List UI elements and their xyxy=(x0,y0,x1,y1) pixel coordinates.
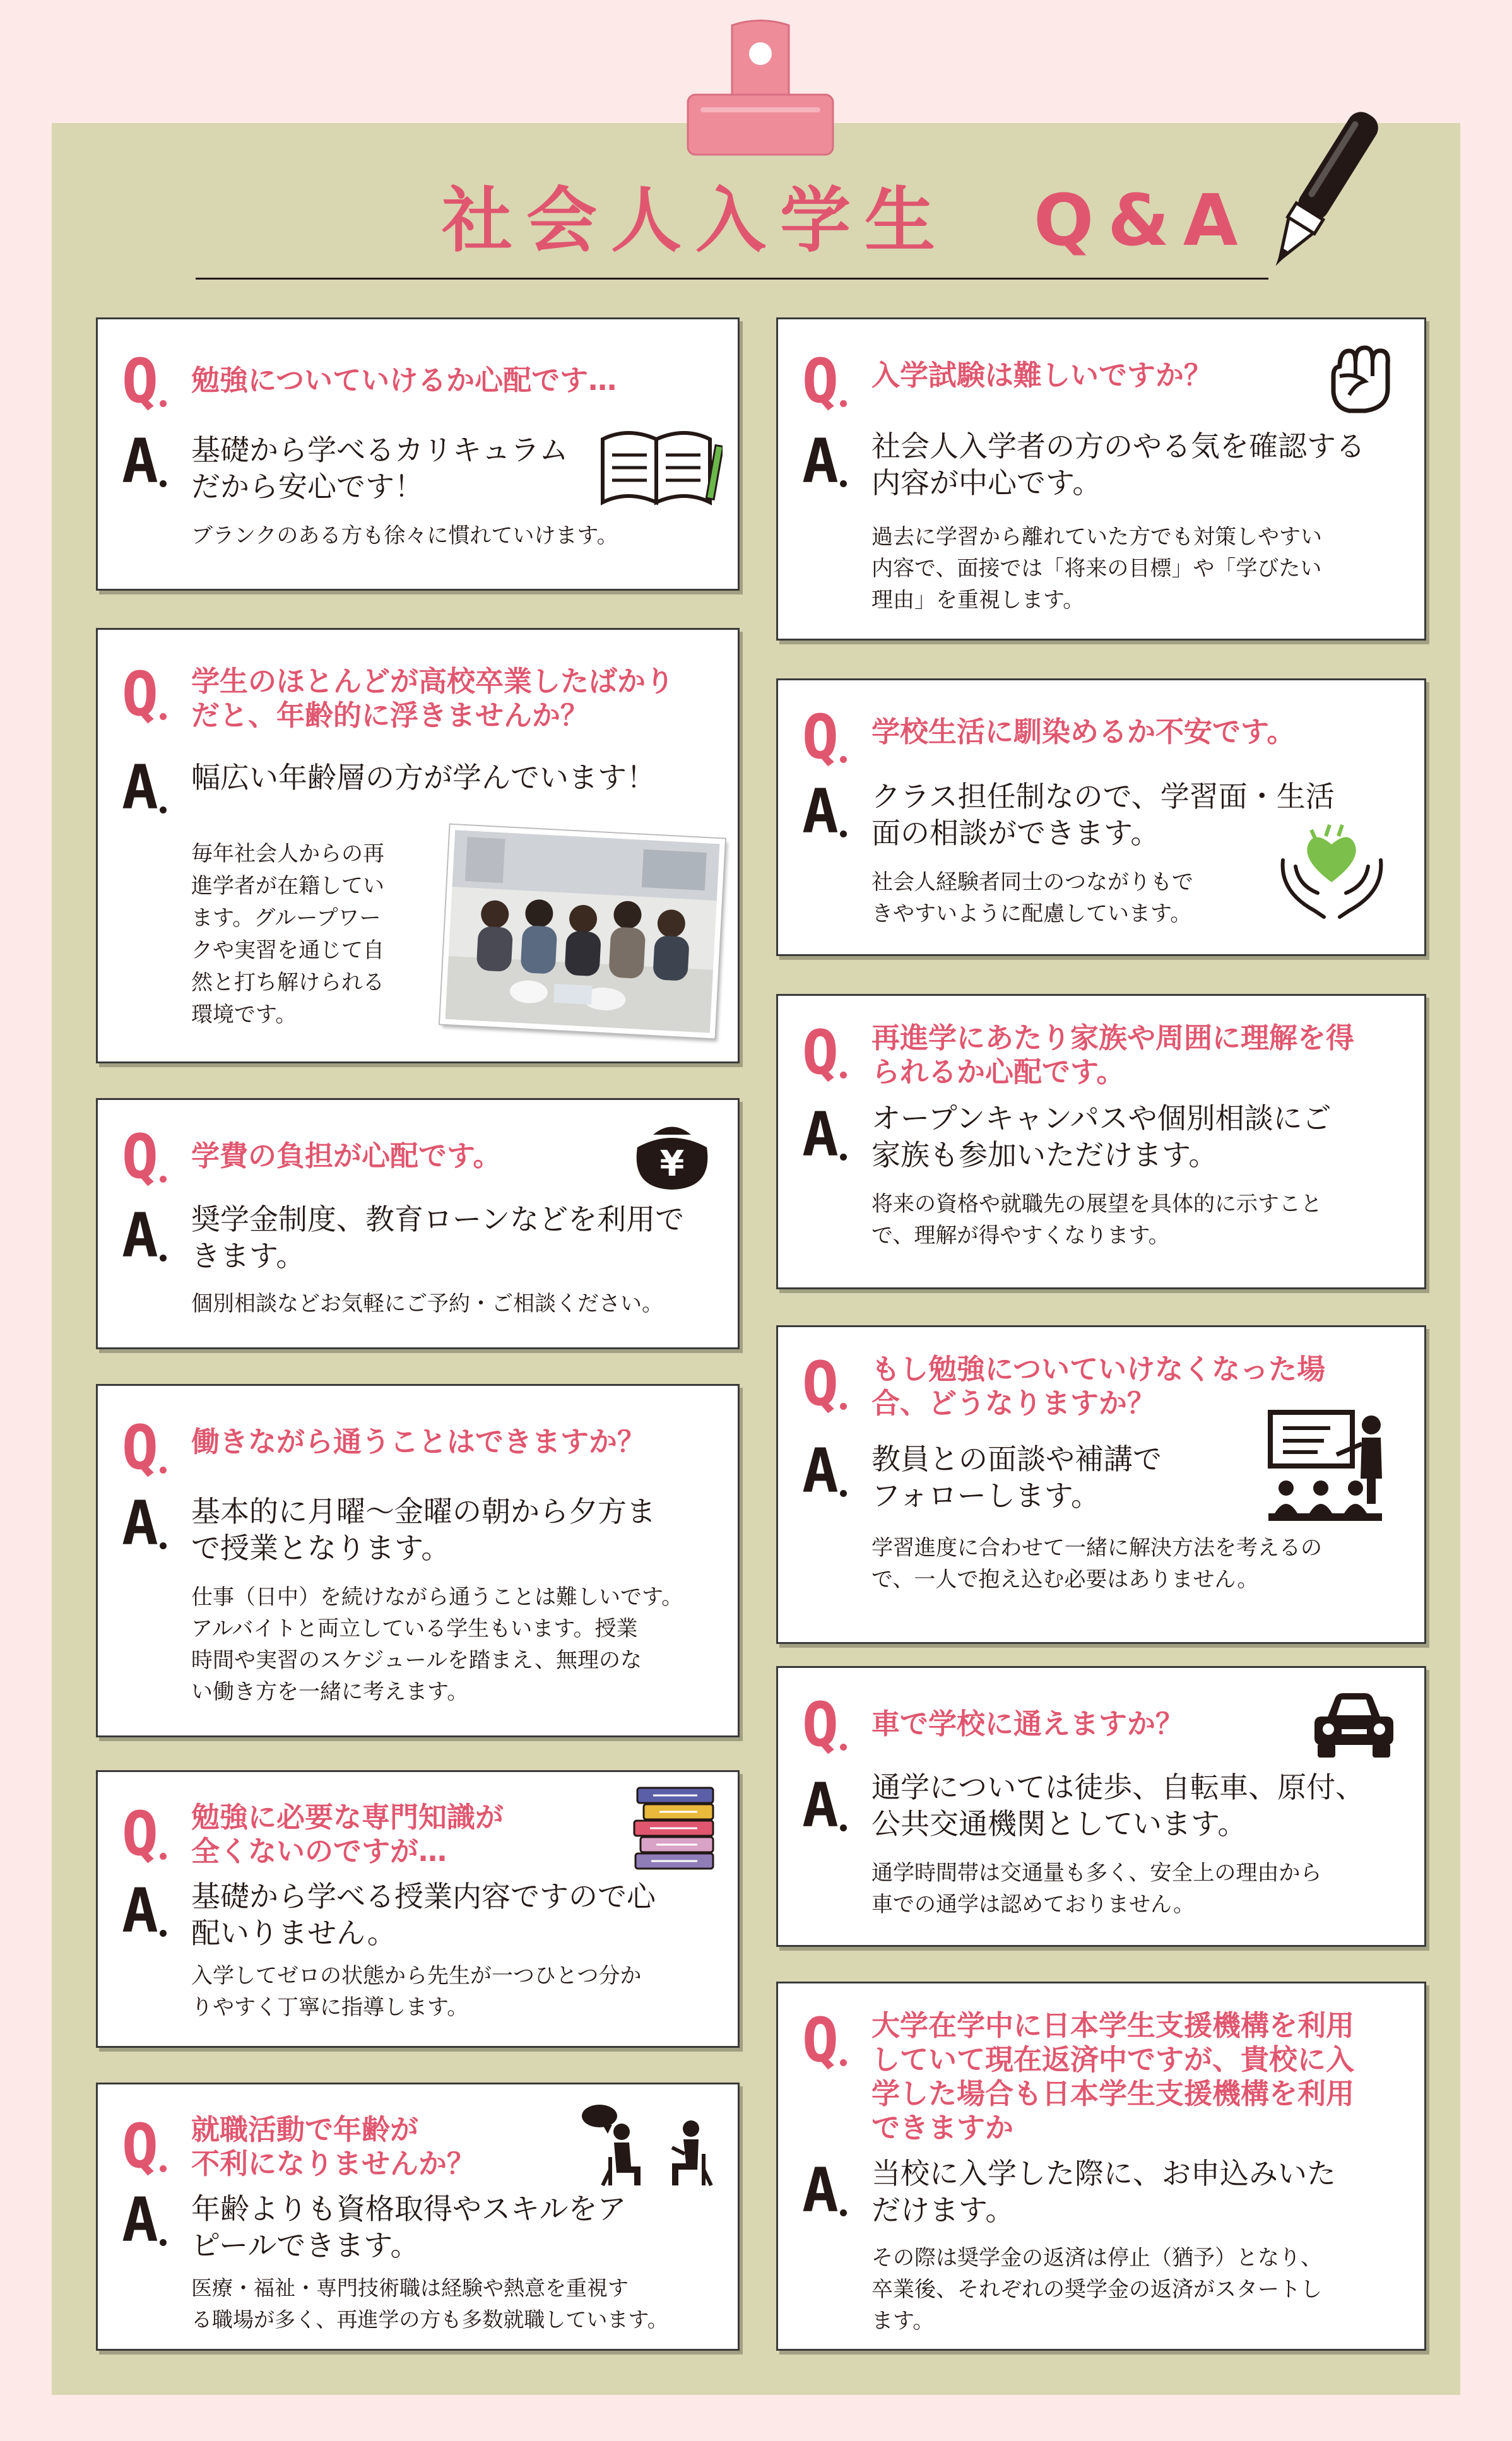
question-text: 大学在学中に日本学生支援機構を利用 していて現在返済中ですが、貴校に入 学した場合も日本学生支援機構を利用 できますか xyxy=(871,2009,1355,2144)
q-mark: Q xyxy=(802,1017,839,1088)
title-underline xyxy=(196,278,1268,280)
detail-text: 社会人経験者同士のつながりもで きやすいように配慮しています。 xyxy=(871,870,1193,926)
detail-text: 医療・福祉・専門技術職は経験や熱意を重視す る職場が多く、再進学の方も多数就職しています。 xyxy=(191,2276,668,2332)
detail-text: 毎年社会人からの再 進学者が在籍してい ます。グループワー クや実習を通じて自 然と打ち解けられる 環境です。 xyxy=(191,841,384,1027)
a-mark-dot xyxy=(840,2209,847,2216)
q-mark: Q xyxy=(122,1121,158,1192)
a-mark: A xyxy=(802,1099,839,1170)
q-mark: Q xyxy=(802,346,839,417)
q-mark-dot xyxy=(160,1467,167,1474)
q-mark-dot xyxy=(160,400,167,407)
qa-card-school-life xyxy=(776,678,1426,956)
qa-card-work-study xyxy=(96,1384,740,1737)
question-text: 学生のほとんどが高校卒業したばかり だと、年齢的に浮きませんか？ xyxy=(191,665,675,732)
question-text: 車で学校に通えますか？ xyxy=(871,1707,1184,1741)
question-text: 学費の負担が心配です。 xyxy=(191,1139,502,1173)
answer-text: 基本的に月曜～金曜の朝から夕方ま で授業となります。 xyxy=(191,1494,656,1565)
a-mark: A xyxy=(122,1488,158,1559)
q-mark-dot xyxy=(840,1072,847,1079)
qa-card-falling-behind xyxy=(776,1325,1426,1644)
detail-text: 過去に学習から離れていた方でも対策しやすい 内容で、面接では「将来の目標」や「学びたい 理由」を重視します。 xyxy=(871,524,1322,613)
qa-card-tuition-worry xyxy=(96,1098,740,1349)
answer-text: 基礎から学べるカリキュラム だから安心です！ xyxy=(191,433,569,504)
q-mark-dot xyxy=(840,1403,847,1410)
detail-text: 将来の資格や就職先の展望を具体的に示すこと で、理解が得やすくなります。 xyxy=(871,1191,1322,1248)
q-mark: Q xyxy=(122,346,158,417)
a-mark-dot xyxy=(160,1930,167,1937)
a-mark-dot xyxy=(840,1154,847,1161)
q-mark-dot xyxy=(840,400,847,407)
answer-text: 年齢よりも資格取得やスキルをア ピールできます。 xyxy=(191,2192,627,2262)
answer-text: 当校に入学した際に、お申込みいた だけます。 xyxy=(871,2156,1336,2227)
q-mark: Q xyxy=(122,1799,158,1869)
qa-card-family-understanding xyxy=(776,994,1426,1289)
detail-text: 仕事（日中）を続けながら通うことは難しいです。 アルバイトと両立している学生もいます。授業 時間や実習のスケジュールを踏まえ、無理のな い働き方を一緒に考えます。 xyxy=(191,1585,683,1705)
book-stack-icon xyxy=(628,1782,723,1876)
q-mark: Q xyxy=(802,2005,839,2076)
teacher-icon xyxy=(1267,1409,1393,1526)
answer-text: 社会人入学者の方のやる気を確認する 内容が中心です。 xyxy=(871,429,1365,500)
answer-text: オープンキャンパスや個別相談にご 家族も参加いただけます。 xyxy=(871,1101,1332,1172)
yen-symbol: ¥ xyxy=(659,1144,685,1185)
q-mark-dot xyxy=(840,1744,847,1751)
q-mark: Q xyxy=(802,1689,839,1760)
q-mark: Q xyxy=(122,2111,158,2182)
a-mark-dot xyxy=(840,1824,847,1831)
question-text: 学校生活に馴染めるか不安です。 xyxy=(871,715,1296,748)
q-mark: Q xyxy=(122,659,158,730)
clip-icon xyxy=(675,19,846,164)
a-mark: A xyxy=(802,426,839,497)
a-mark-dot xyxy=(160,1542,167,1549)
qa-card-car-commute xyxy=(776,1666,1426,1947)
a-mark-dot xyxy=(160,2239,167,2246)
a-mark: A xyxy=(802,2155,839,2226)
question-text: 働きながら通うことはできますか？ xyxy=(191,1425,646,1458)
a-mark: A xyxy=(122,752,158,823)
detail-text: 個別相談などお気軽にご予約・ご相談ください。 xyxy=(191,1291,663,1316)
detail-text: 入学してゼロの状態から先生が一つひとつ分か りやすく丁寧に指導します。 xyxy=(191,1963,642,2020)
question-text: もし勉強についていけなくなった場 合、どうなりますか？ xyxy=(871,1352,1326,1420)
a-mark-dot xyxy=(840,480,847,487)
a-mark: A xyxy=(122,426,158,497)
question-text: 入学試験は難しいですか？ xyxy=(871,358,1213,392)
a-mark-dot xyxy=(840,830,847,837)
q-mark: Q xyxy=(802,702,839,772)
page-title-box xyxy=(442,170,1252,271)
a-mark: A xyxy=(802,776,839,847)
question-text: 勉強に必要な専門知識が 全くないのですが… xyxy=(191,1800,504,1868)
a-mark: A xyxy=(122,1200,158,1271)
car-icon xyxy=(1311,1690,1397,1759)
detail-text: 学習進度に合わせて一緒に解決方法を考えるの で、一人で抱え込む必要はありません。 xyxy=(871,1535,1322,1592)
yen-purse-icon xyxy=(625,1119,719,1195)
detail-text: ブランクのある方も徐々に慣れていけます。 xyxy=(191,523,618,548)
a-mark-dot xyxy=(840,1490,847,1497)
answer-text: 奨学金制度、教育ローンなどを利用で きます。 xyxy=(191,1202,685,1273)
answer-text: 基礎から学べる授業内容ですので心 配いりません。 xyxy=(191,1879,656,1950)
q-mark-dot xyxy=(840,756,847,763)
question-text: 再進学にあたり家族や周囲に理解を得 られるか心配です。 xyxy=(871,1021,1355,1089)
a-mark-dot xyxy=(160,480,167,487)
a-mark: A xyxy=(802,1436,839,1506)
answer-text: クラス担任制なので、学習面・生活 面の相談ができます。 xyxy=(871,779,1335,850)
answer-text: 幅広い年齢層の方が学んでいます！ xyxy=(191,760,656,795)
question-text: 勉強についていけるか心配です… xyxy=(191,363,617,397)
detail-text: その際は奨学金の返済は停止（猶予）となり、 卒業後、それぞれの奨学金の返済がスタートし ます。 xyxy=(871,2245,1322,2334)
q-mark-dot xyxy=(160,713,167,720)
a-mark-dot xyxy=(160,807,167,813)
question-text: 就職活動で年齢が 不利になりませんか？ xyxy=(191,2113,476,2180)
q-mark: Q xyxy=(122,1412,158,1483)
q-mark-dot xyxy=(160,2165,167,2172)
q-mark: Q xyxy=(802,1349,839,1419)
q-mark-dot xyxy=(160,1853,167,1860)
fist-icon xyxy=(1321,338,1403,420)
a-mark-dot xyxy=(160,1255,167,1262)
qa-card-study-worry xyxy=(96,317,740,591)
answer-text: 教員との面談や補講で フォローします。 xyxy=(871,1442,1162,1513)
answer-text: 通学については徒歩、自転車、原付、 公共交通機関としています。 xyxy=(871,1770,1365,1841)
interview-icon xyxy=(577,2097,723,2192)
open-book-icon xyxy=(596,420,723,515)
a-mark: A xyxy=(802,1770,839,1841)
a-mark: A xyxy=(122,1876,158,1946)
qa-card-job-hunting xyxy=(96,2083,740,2351)
qa-card-jasso-scholarship xyxy=(776,1982,1426,2351)
pen-icon xyxy=(1249,95,1395,284)
q-mark-dot xyxy=(160,1176,167,1183)
qa-card-entrance-exam xyxy=(776,317,1426,641)
students-photo xyxy=(440,825,725,1038)
detail-text: 通学時間帯は交通量も多く、安全上の理由から 車での通学は認めておりません。 xyxy=(871,1860,1322,1917)
a-mark: A xyxy=(122,2185,158,2255)
heart-hands-icon xyxy=(1277,822,1387,923)
qa-card-age-worry xyxy=(96,628,740,1063)
qa-card-no-knowledge xyxy=(96,1770,740,2048)
q-mark-dot xyxy=(840,2059,847,2066)
page-title: 社会人入学生 Q&A xyxy=(442,180,1252,262)
